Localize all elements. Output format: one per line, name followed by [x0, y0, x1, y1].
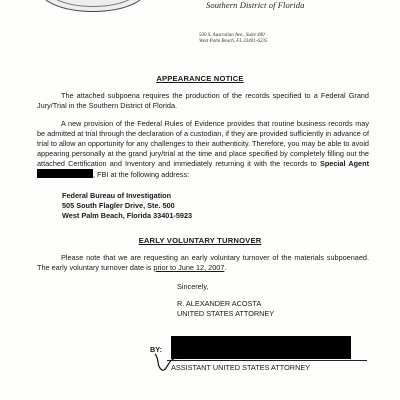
early-turnover-paragraph [37, 253, 369, 273]
assistant-attorney-title: ASSISTANT UNITED STATES ATTORNEY [171, 363, 311, 372]
closing-signer-title: UNITED STATES ATTORNEY [177, 309, 275, 318]
closing-signer-name: R. ALEXANDER ACOSTA [177, 299, 262, 308]
address-line: Federal Bureau of Investigation [62, 191, 172, 200]
address-line: West Palm Beach, Florida 33401-5923 [62, 211, 193, 220]
redacted-signature [171, 336, 351, 359]
notice-paragraph-1-text: The attached subpoena requires the production of the records specified to a Federal Grand Jury/Trial in the Southern District of Florida. [37, 91, 369, 110]
office-address-line: West Palm Beach, FL 33401-6235 [199, 39, 268, 44]
early-turnover-title: EARLY VOLUNTARY TURNOVER [138, 236, 262, 245]
early-turnover-text: Please note that we are requesting an early voluntary turnover of the materials subpoenaed. The early voluntary turnover date is [37, 253, 369, 272]
closing-salutation: Sincerely, [177, 282, 209, 291]
signature-line [167, 360, 367, 361]
office-address-line: 500 S. Australian Ave., Suite 400 [199, 33, 265, 38]
fbi-address-block [62, 191, 192, 221]
letterhead-office-address [199, 33, 267, 45]
special-agent-label: Special Agent [319, 159, 370, 168]
notice-paragraph-1 [37, 91, 369, 111]
notice-paragraph-2 [37, 119, 369, 180]
notice-paragraph-2-tail: , FBI at the following address: [93, 170, 190, 179]
notice-paragraph-2-text: A new provision of the Federal Rules of Evidence provides that routine business records may be admitted at trial through the declaration of a custodian, if they are provided sufficiently in advance of trial to allow an opportunity for any challenges to their authenticity. Therefore, you may be able to avoid appearing personally at the grand jury/trial at the time and place specified by completely filling out the attached Certification and Inventory and immediately returning it with the records to [37, 119, 369, 168]
appearance-notice-title: APPEARANCE NOTICE [156, 74, 244, 83]
department-seal-icon [38, 0, 148, 12]
redacted-agent-name [37, 169, 93, 178]
early-turnover-tail: . [224, 263, 227, 272]
letterhead-district: Southern District of Florida [206, 0, 305, 10]
address-line: 505 South Flagler Drive, Ste. 500 [62, 201, 175, 210]
turnover-date: prior to June 12, 2007 [153, 263, 225, 272]
by-label: BY: [150, 345, 163, 354]
